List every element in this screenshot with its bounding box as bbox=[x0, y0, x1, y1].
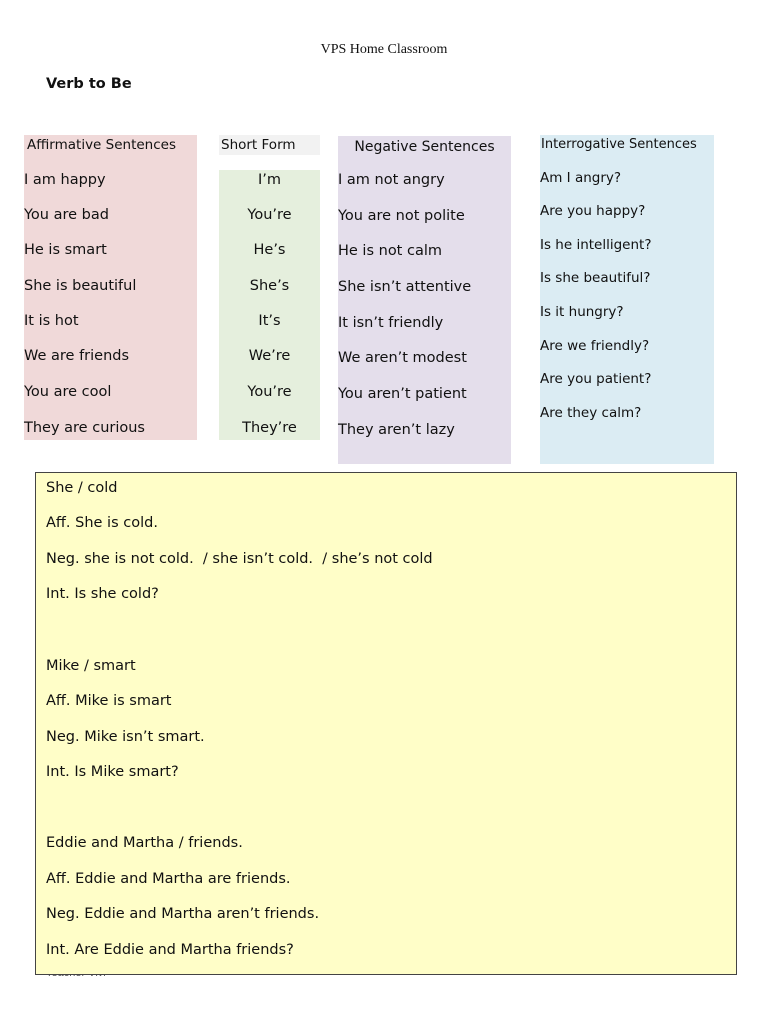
example-line: Aff. Mike is smart bbox=[46, 693, 172, 709]
affirmative-row: You are cool bbox=[24, 384, 112, 400]
affirmative-row: She is beautiful bbox=[24, 278, 137, 294]
interrogative-row: Are they calm? bbox=[540, 405, 642, 421]
negative-row: They aren’t lazy bbox=[338, 422, 455, 438]
example-line: Aff. Eddie and Martha are friends. bbox=[46, 871, 291, 887]
interrogative-row: Is it hungry? bbox=[540, 304, 624, 320]
example-line: Eddie and Martha / friends. bbox=[46, 835, 243, 851]
affirmative-row: We are friends bbox=[24, 348, 130, 364]
example-line: Aff. She is cold. bbox=[46, 515, 158, 531]
example-line: Int. Are Eddie and Martha friends? bbox=[46, 942, 294, 958]
interrogative-row: Am I angry? bbox=[540, 170, 622, 186]
short-form-heading: Short Form bbox=[219, 135, 320, 155]
interrogative-column bbox=[540, 135, 714, 464]
page-title: Verb to Be bbox=[46, 76, 132, 92]
example-line: Int. Is Mike smart? bbox=[46, 764, 179, 780]
short-form-row: We’re bbox=[248, 348, 291, 364]
example-line: Neg. Eddie and Martha aren’t friends. bbox=[46, 906, 320, 922]
interrogative-heading: Interrogative Sentences bbox=[541, 137, 697, 152]
examples-box bbox=[35, 472, 737, 975]
negative-row: He is not calm bbox=[338, 243, 442, 259]
affirmative-row: It is hot bbox=[24, 313, 79, 329]
interrogative-row: Are you happy? bbox=[540, 203, 646, 219]
short-form-row: You’re bbox=[247, 207, 292, 223]
negative-row: I am not angry bbox=[338, 172, 445, 188]
negative-row: We aren’t modest bbox=[338, 350, 467, 366]
affirmative-row: You are bad bbox=[24, 207, 109, 223]
example-line: She / cold bbox=[46, 480, 118, 496]
example-line: Neg. she is not cold. / she isn’t cold. / she’s not cold bbox=[46, 551, 433, 567]
affirmative-column bbox=[24, 135, 197, 440]
interrogative-row: Are you patient? bbox=[540, 371, 652, 387]
affirmative-row: I am happy bbox=[24, 172, 106, 188]
affirmative-row: They are curious bbox=[24, 420, 145, 436]
negative-row: It isn’t friendly bbox=[338, 315, 444, 331]
negative-column bbox=[338, 136, 511, 464]
negative-row: You aren’t patient bbox=[338, 386, 467, 402]
interrogative-row: Is she beautiful? bbox=[540, 270, 651, 286]
affirmative-heading: Affirmative Sentences bbox=[27, 137, 177, 153]
short-form-row: It’s bbox=[258, 313, 281, 329]
negative-heading: Negative Sentences bbox=[354, 139, 495, 155]
short-form-row: He’s bbox=[253, 242, 286, 258]
example-line: Neg. Mike isn’t smart. bbox=[46, 729, 205, 745]
short-form-row: I’m bbox=[257, 172, 281, 188]
short-form-row: She’s bbox=[249, 278, 290, 294]
short-form-row: You’re bbox=[247, 384, 292, 400]
interrogative-row: Are we friendly? bbox=[540, 338, 650, 354]
page-header: VPS Home Classroom bbox=[320, 42, 448, 57]
short-form-column bbox=[219, 170, 320, 440]
negative-row: You are not polite bbox=[338, 208, 465, 224]
short-form-row: They’re bbox=[242, 420, 297, 436]
interrogative-row: Is he intelligent? bbox=[540, 237, 652, 253]
affirmative-row: He is smart bbox=[24, 242, 107, 258]
example-line: Mike / smart bbox=[46, 658, 136, 674]
negative-row: She isn’t attentive bbox=[338, 279, 472, 295]
example-line: Int. Is she cold? bbox=[46, 586, 159, 602]
